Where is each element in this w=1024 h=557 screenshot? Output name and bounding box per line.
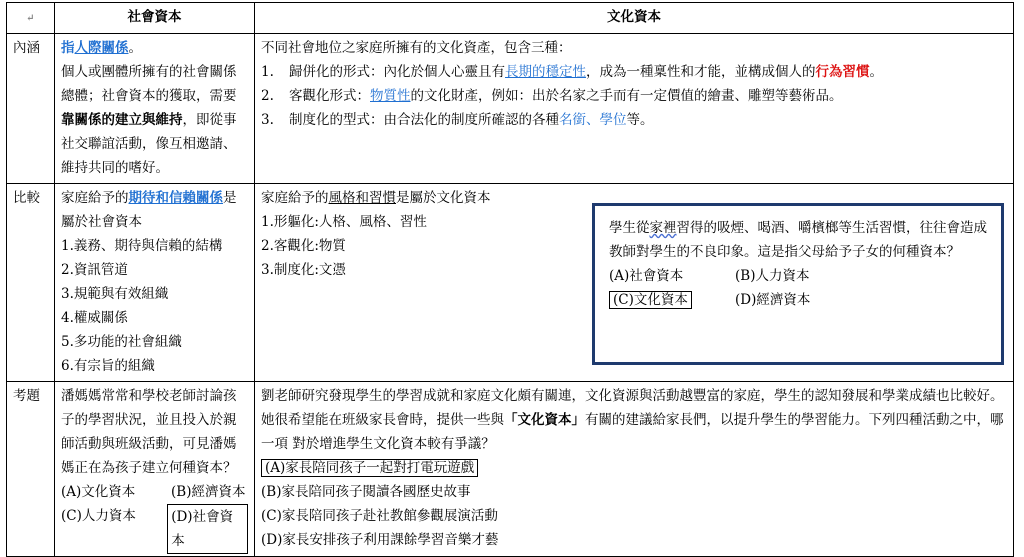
meaning-cultural-item-3: 3. 制度化的型式：由合法化的制度所確認的各種名銜、學位等。	[261, 112, 654, 128]
exam-cultural-option-d: (D)家長安排孩子利用課餘學習音樂才藝	[261, 532, 499, 548]
meaning-lead-link: 人際關係	[74, 40, 129, 56]
exam-social-cell	[55, 382, 255, 557]
header-cultural-capital: 文化資本	[255, 3, 1014, 34]
row-exam-label: 考題	[7, 382, 55, 557]
callout-option-d: (D)經濟資本	[735, 292, 811, 308]
compare-social-item-3: 3.規範與有效組織	[61, 286, 169, 302]
exam-cultural-option-b: (B)家長陪同孩子閱讀各國歷史故事	[261, 484, 471, 500]
meaning-social-emph: 靠關係的建立與維持	[61, 112, 183, 128]
compare-social-item-1: 1.義務、期待與信賴的結構	[61, 238, 223, 254]
callout-options-row2	[609, 288, 987, 312]
meaning-social-text1: 個人或團體所擁有的社會關係總體；社會資本的獲取，需要	[61, 64, 237, 104]
exam-cultural-option-a-answer: (A)家長陪同孩子一起對打電玩遊戲	[261, 456, 1007, 480]
compare-cultural-item-3: 3.制度化:文憑	[261, 262, 346, 278]
exam-cultural-option-c: (C)家長陪同孩子赴社教館參觀展演活動	[261, 508, 498, 524]
meaning-lead: 指	[61, 40, 75, 56]
compare-social-cell: 家庭給予的期待和信賴關係是屬於社會資本 1.義務、期待與信賴的結構 2.資訊管道 3.規範與有效組織 4.權威關係 5.多功能的社會組織 6.有宗旨的組織	[55, 184, 255, 382]
callout-option-c-answer: (C)文化資本	[609, 291, 692, 309]
exam-social-question: 潘媽媽常常和學校老師討論孩子的學習狀況，並且投入於親師活動與班級活動，可見潘媽媽正在為孩子建立何種資本？	[61, 388, 237, 476]
meaning-cultural-cell	[255, 34, 1014, 184]
compare-cultural-item-1: 1.形軀化:人格、風格、習性	[261, 214, 427, 230]
header-social-capital: 社會資本	[55, 3, 255, 34]
meaning-social-text2: ，即從事社交聯誼活動，像互相邀請、維持共同的嗜好。	[61, 112, 237, 176]
meaning-lead-end: 。	[128, 40, 142, 56]
exam-cultural-question: 劉老師研究發現學生的學習成就和家庭文化頗有關連，文化資源與活動越豐富的家庭，學生的認知發展和學業成績也比較好。她很希望能在班級家長會時，提供一些與「文化資本」有關的建議給家長們，以提升學生的學習能力。下列四種活動之中，哪一項 對於增進學生文化資本較有爭議？	[261, 388, 1004, 452]
row-exam	[7, 382, 1014, 557]
exam-social-options-row2	[61, 504, 248, 554]
row-meaning-label: 內涵	[7, 34, 55, 184]
exam-social-option-b: (B)經濟資本	[171, 484, 246, 500]
callout-option-a: (A)社會資本	[609, 268, 684, 284]
exam-social-options-row1	[61, 480, 248, 504]
meaning-cultural-item-2: 2. 客觀化形式：物質性的文化財產，例如：出於名家之手而有一定價值的繪畫、雕塑等藝術品。	[261, 88, 843, 104]
compare-social-highlight: 期待和信賴關係	[128, 190, 223, 206]
header-row	[7, 3, 1014, 34]
compare-cultural-highlight: 風格和習慣	[328, 190, 396, 206]
exam-cultural-cell	[255, 382, 1014, 557]
callout-options-row1	[609, 264, 987, 288]
row-compare-label: 比較	[7, 184, 55, 382]
compare-cultural-cell: 家庭給予的風格和習慣是屬於文化資本 1.形軀化:人格、風格、習性 2.客觀化:物質 3.制度化:文憑	[255, 184, 1014, 382]
exam-social-option-a: (A)文化資本	[61, 484, 136, 500]
compare-social-item-6: 6.有宗旨的組織	[61, 358, 155, 374]
meaning-cultural-intro: 不同社會地位之家庭所擁有的文化資產，包含三種：	[261, 40, 572, 56]
compare-social-item-2: 2.資訊管道	[61, 262, 128, 278]
compare-social-item-5: 5.多功能的社會組織	[61, 334, 182, 350]
meaning-cultural-list	[261, 60, 1007, 132]
exam-social-option-d-answer: (D)社會資本	[167, 504, 248, 554]
meaning-social-cell	[55, 34, 255, 184]
compare-social-item-4: 4.權威關係	[61, 310, 128, 326]
row-meaning	[7, 34, 1014, 184]
exam-social-option-c: (C)人力資本	[61, 508, 136, 524]
callout-option-c-wrap	[609, 288, 735, 312]
callout-option-b: (B)人力資本	[735, 268, 810, 284]
question-callout-box	[592, 203, 1004, 365]
compare-cultural-item-2: 2.客觀化:物質	[261, 238, 346, 254]
meaning-cultural-item-1: 1. 歸併化的形式：內化於個人心靈且有長期的穩定性，成為一種稟性和才能，並構成個人的行為習慣。	[261, 64, 883, 80]
header-corner: ↵	[7, 3, 55, 34]
callout-question-text: 學生從家裡習得的吸煙、喝酒、嚼檳榔等生活習慣，往往會造成教師對學生的不良印象。這是指父母給予子女的何種資本？	[609, 220, 987, 260]
